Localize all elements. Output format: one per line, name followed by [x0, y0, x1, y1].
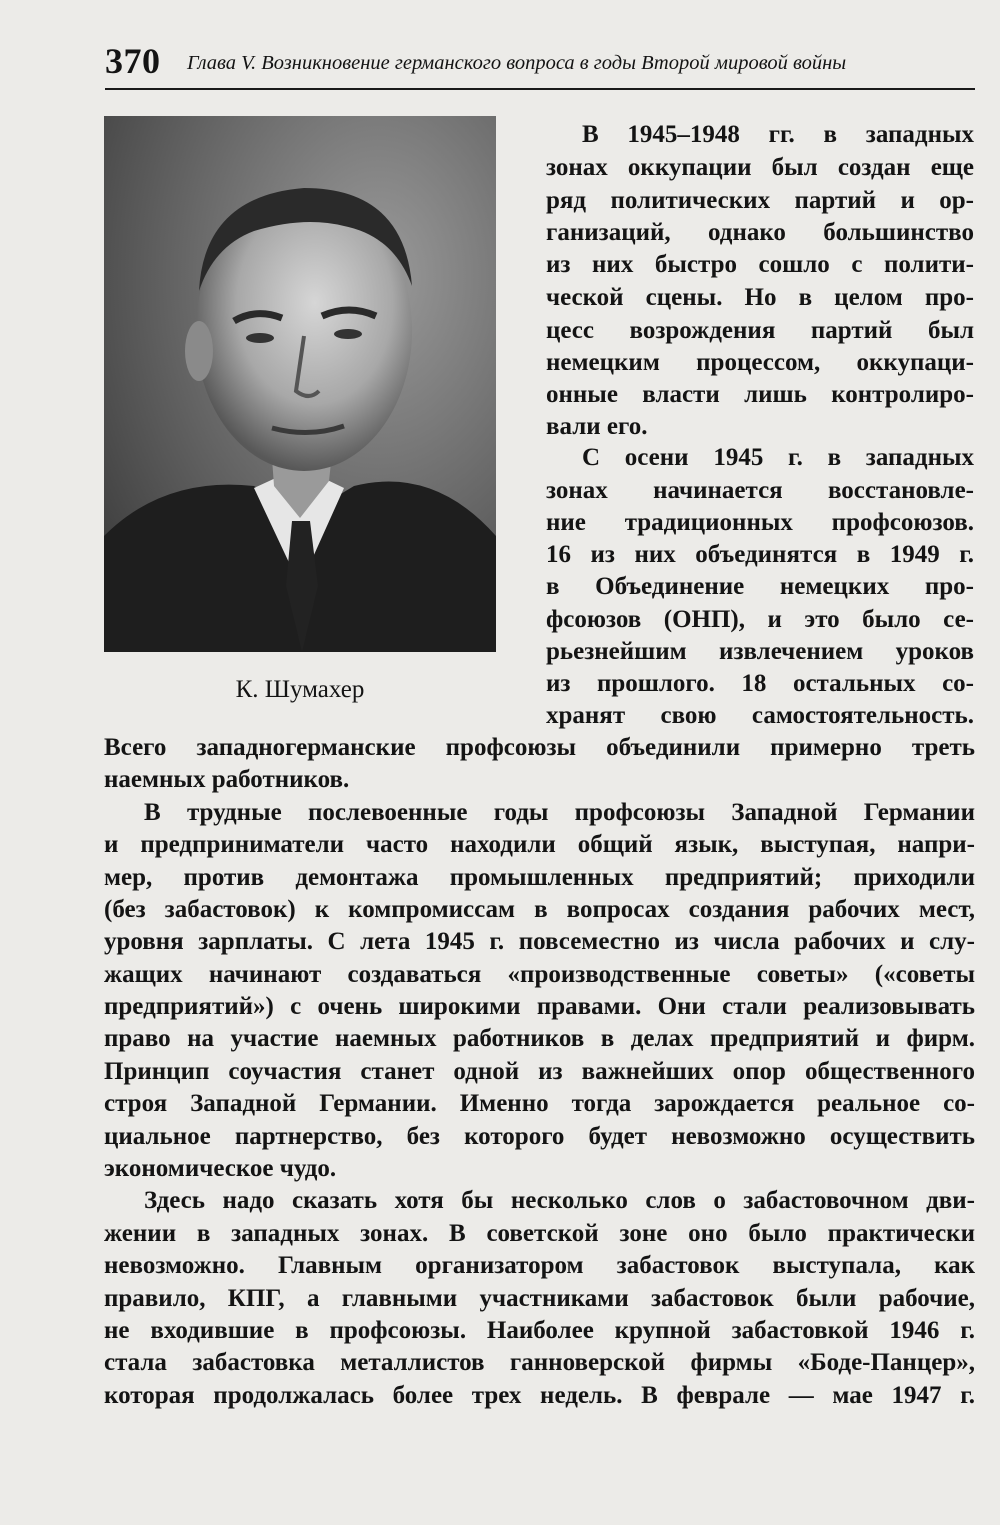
text-line: ние традиционных профсоюзов. — [546, 509, 974, 536]
text-line: ряд политических партий и ор- — [546, 187, 974, 214]
page-number: 370 — [105, 41, 161, 81]
text-line: экономическое чудо. — [104, 1155, 337, 1182]
text-line: (без забастовок) к компромиссам в вопросах создания рабочих мест, — [104, 896, 975, 923]
text-line: Всего западногерманские профсоюзы объединили примерно треть — [104, 734, 975, 761]
text-line: мер, против демонтажа промышленных предприятий; приходили — [104, 864, 975, 891]
photo-caption: К. Шумахер — [235, 676, 365, 703]
text-line: вали его. — [546, 413, 648, 440]
text-line: невозможно. Главным организатором забастовок выступала, как — [104, 1252, 975, 1279]
text-line: жащих начинают создаваться «производственные советы» («советы — [104, 961, 975, 988]
text-line: В 1945–1948 гг. в западных — [582, 121, 974, 148]
text-line: уровня зарплаты. С лета 1945 г. повсеместно из числа рабочих и слу- — [104, 928, 975, 955]
text-line: жении в западных зонах. В советской зоне оно было практически — [104, 1220, 975, 1247]
text-line: наемных работников. — [104, 766, 350, 793]
page-header — [105, 36, 975, 90]
text-line: строя Западной Германии. Именно тогда зарождается реальное со- — [104, 1090, 975, 1117]
text-line: Принцип соучастия станет одной из важнейших опор общественного — [104, 1058, 975, 1085]
text-line: ганизаций, однако большинство — [546, 219, 974, 246]
text-line: хранят свою самостоятельность. — [546, 702, 974, 729]
text-line: не входившие в профсоюзы. Наиболее крупной забастовкой 1946 г. — [104, 1317, 975, 1344]
text-line: ческой сцены. Но в целом про- — [546, 284, 974, 311]
text-line: из них быстро сошло с полити- — [546, 251, 974, 278]
text-line: которая продолжалась более трех недель. В феврале — мае 1947 г. — [104, 1382, 975, 1409]
text-line: из прошлого. 18 остальных со- — [546, 670, 974, 697]
running-title: Глава V. Возникновение германского вопроса в годы Второй мировой войны — [187, 52, 847, 74]
text-line: и предприниматели часто находили общий язык, выступая, напри- — [104, 831, 975, 858]
text-line: Здесь надо сказать хотя бы несколько слов о забастовочном дви- — [144, 1187, 975, 1214]
text-line: В трудные послевоенные годы профсоюзы Западной Германии — [144, 799, 975, 826]
text-line: 16 из них объединятся в 1949 г. — [546, 541, 974, 568]
text-line: С осени 1945 г. в западных — [582, 444, 974, 471]
text-line: зонах начинается восстановле- — [546, 477, 974, 504]
text-line: стала забастовка металлистов ганноверской фирмы «Боде-Панцер», — [104, 1349, 975, 1376]
portrait-photo — [104, 116, 496, 652]
text-line: право на участие наемных работников в делах предприятий и фирм. — [104, 1025, 975, 1052]
text-line: онные власти лишь контролиро- — [546, 381, 974, 408]
text-line: цесс возрождения партий был — [546, 317, 974, 344]
text-line: циальное партнерство, без которого будет невозможно осуществить — [104, 1123, 975, 1150]
text-line: правило, КПГ, а главными участниками забастовок были рабочие, — [104, 1285, 975, 1312]
text-line: зонах оккупации был создан еще — [546, 154, 974, 181]
text-line: рьезнейшим извлечением уроков — [546, 638, 974, 665]
text-line: предприятий») с очень широкими правами. Они стали реализовывать — [104, 993, 975, 1020]
text-line: фсоюзов (ОНП), и это было се- — [546, 606, 974, 633]
text-line: в Объединение немецких про- — [546, 573, 974, 600]
text-line: немецким процессом, оккупаци- — [546, 349, 974, 376]
